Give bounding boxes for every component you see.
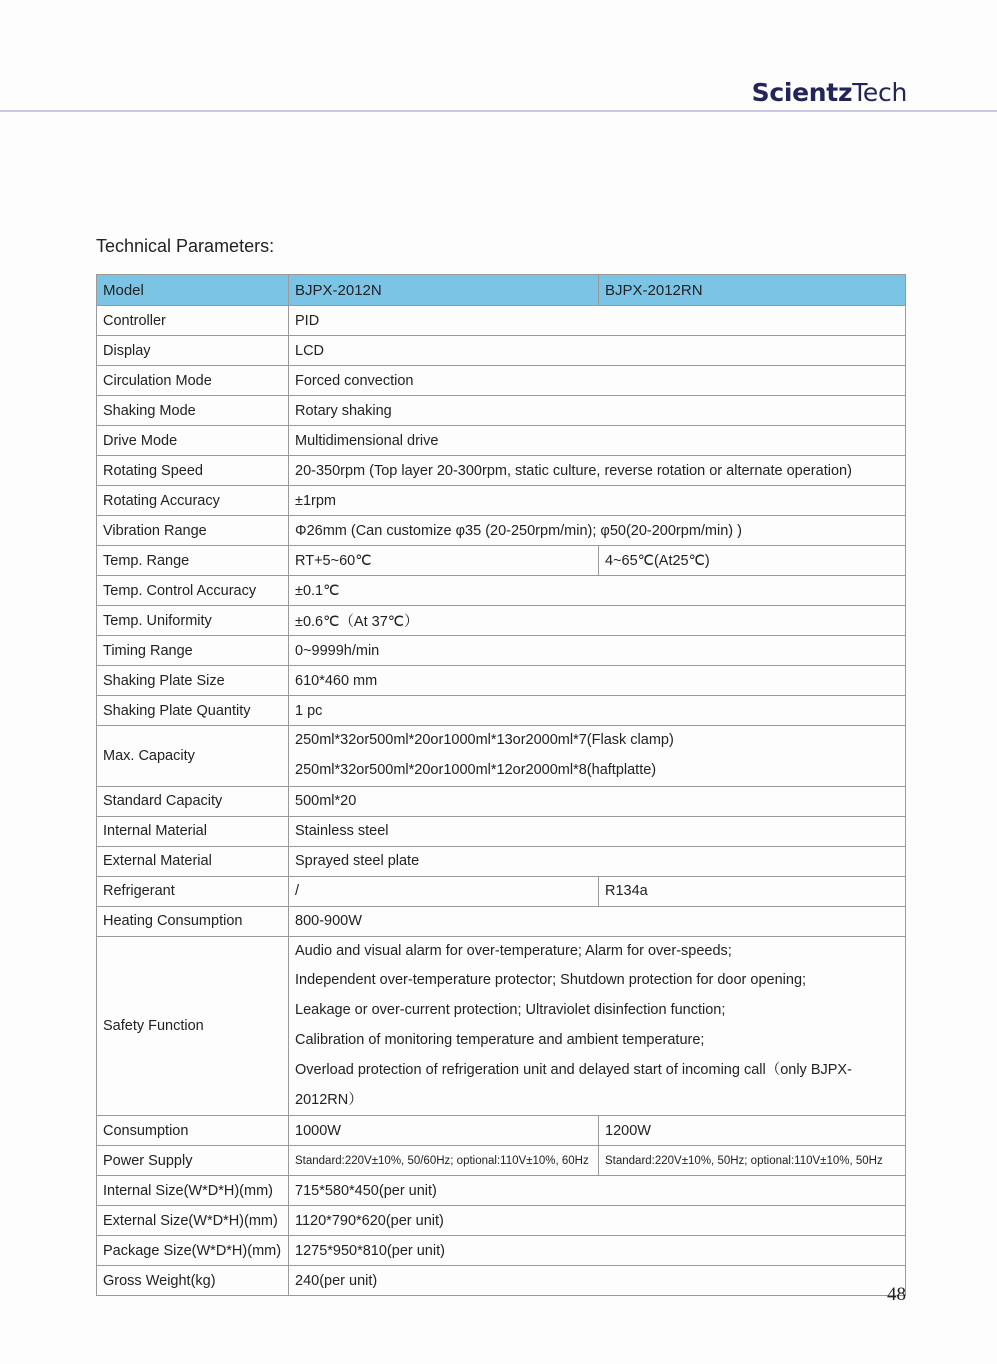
safety-line: Independent over-temperature protector; Shutdown protection for door opening; [295,972,807,989]
row-value-multiline [289,726,906,787]
row-label: Rotating Speed [97,456,289,486]
page-number: 48 [887,1284,906,1305]
row-label: Temp. Control Accuracy [97,576,289,606]
section-title: Technical Parameters: [96,236,275,256]
row-value: ±0.6℃（At 37℃） [289,606,906,636]
row-value-n: Standard:220V±10%, 50/60Hz; optional:110V±10%, 60Hz [289,1146,599,1176]
row-value-n: 1000W [289,1116,599,1146]
row-value: Sprayed steel plate [289,846,906,876]
table-row [97,546,906,576]
table-row [97,1206,906,1236]
safety-line: Leakage or over-current protection; Ultraviolet disinfection function; [295,1002,726,1019]
table-row [97,486,906,516]
table-header-row [97,275,906,306]
row-value: 715*580*450(per unit) [289,1176,906,1206]
row-label: Shaking Plate Quantity [97,696,289,726]
row-label: Display [97,336,289,366]
row-label: Standard Capacity [97,786,289,816]
row-label: Gross Weight(kg) [97,1266,289,1296]
table-row [97,846,906,876]
row-label: Shaking Mode [97,396,289,426]
row-label: Circulation Mode [97,366,289,396]
row-value-n: / [289,876,599,906]
header-cell-model-n: BJPX-2012N [289,275,599,306]
row-value-rn: 4~65℃(At25℃) [599,546,906,576]
table-row [97,666,906,696]
table-row [97,576,906,606]
row-label: External Material [97,846,289,876]
row-label: Timing Range [97,636,289,666]
table-row [97,366,906,396]
table-row [97,516,906,546]
row-value: Multidimensional drive [289,426,906,456]
row-value: 20-350rpm (Top layer 20-300rpm, static culture, reverse rotation or alternate operation) [289,456,906,486]
header-cell-model: Model [97,275,289,306]
row-value-multiline [289,936,906,1116]
row-label: Internal Size(W*D*H)(mm) [97,1176,289,1206]
row-value: Rotary shaking [289,396,906,426]
row-value-n: RT+5~60℃ [289,546,599,576]
capacity-line: 250ml*32or500ml*20or1000ml*12or2000ml*8(haftplatte) [295,761,657,778]
table-row [97,336,906,366]
row-value: LCD [289,336,906,366]
table-row [97,1116,906,1146]
table-row [97,426,906,456]
row-label: Consumption [97,1116,289,1146]
row-value: 0~9999h/min [289,636,906,666]
row-label: Refrigerant [97,876,289,906]
row-label: Temp. Uniformity [97,606,289,636]
row-label: Rotating Accuracy [97,486,289,516]
row-value: Stainless steel [289,816,906,846]
row-value: 500ml*20 [289,786,906,816]
row-label: Power Supply [97,1146,289,1176]
row-label: Drive Mode [97,426,289,456]
row-value: 800-900W [289,906,906,936]
table-row [97,696,906,726]
row-value: 240(per unit) [289,1266,906,1296]
row-value-rn: 1200W [599,1116,906,1146]
row-label: External Size(W*D*H)(mm) [97,1206,289,1236]
brand-logo [752,78,907,107]
header-divider [0,110,997,112]
table-row [97,1146,906,1176]
row-value: Forced convection [289,366,906,396]
row-label: Internal Material [97,816,289,846]
spec-table [96,274,906,1296]
safety-line: Overload protection of refrigeration unit and delayed start of incoming call（only BJPX-2012RN） [295,1061,852,1108]
table-row [97,936,906,1116]
row-label: Shaking Plate Size [97,666,289,696]
row-label: Package Size(W*D*H)(mm) [97,1236,289,1266]
row-value: ±0.1℃ [289,576,906,606]
row-value: PID [289,306,906,336]
header-cell-model-rn: BJPX-2012RN [599,275,906,306]
capacity-line: 250ml*32or500ml*20or1000ml*13or2000ml*7(Flask clamp) [295,732,674,748]
table-row [97,876,906,906]
table-row [97,636,906,666]
row-label: Controller [97,306,289,336]
safety-line: Audio and visual alarm for over-temperature; Alarm for over-speeds; [295,942,732,959]
row-value: ±1rpm [289,486,906,516]
table-row [97,906,906,936]
table-row [97,606,906,636]
row-value: Φ26mm (Can customize φ35 (20-250rpm/min); φ50(20-200rpm/min) ) [289,516,906,546]
row-value: 1120*790*620(per unit) [289,1206,906,1236]
brand-name-regular: Tech [852,78,907,107]
brand-name-bold: Scientz [751,78,853,107]
table-row [97,786,906,816]
table-row [97,456,906,486]
row-label: Max. Capacity [97,726,289,787]
table-row [97,1236,906,1266]
row-value: 1275*950*810(per unit) [289,1236,906,1266]
table-row [97,816,906,846]
row-value-rn: R134a [599,876,906,906]
table-row [97,396,906,426]
row-label: Temp. Range [97,546,289,576]
row-value-rn: Standard:220V±10%, 50Hz; optional:110V±10%, 50Hz [599,1146,906,1176]
row-label: Vibration Range [97,516,289,546]
safety-line: Calibration of monitoring temperature and ambient temperature; [295,1031,705,1048]
table-row [97,306,906,336]
row-value: 610*460 mm [289,666,906,696]
row-label: Safety Function [97,936,289,1116]
table-row [97,1176,906,1206]
table-row [97,726,906,787]
table-row [97,1266,906,1296]
row-label: Heating Consumption [97,906,289,936]
row-value: 1 pc [289,696,906,726]
